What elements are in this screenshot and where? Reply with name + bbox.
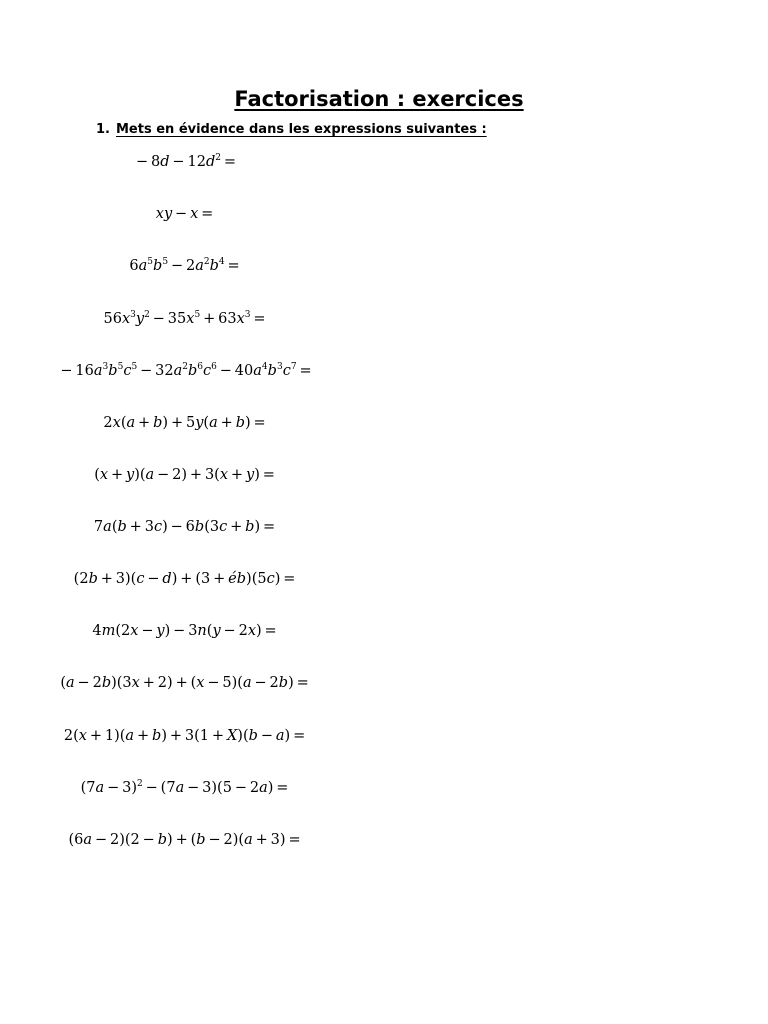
expression-12: 2(x + 1)(a + b) + 3(1 + X)(b − a) = [63, 728, 309, 744]
expression-9: (2b + 3)(c − d) + (3 + éb)(5c) = [73, 571, 299, 587]
expression-5: − $16a^3b^5c^5 - 32a^2b^6c^6 - 40a^4b^3c^7$ = [57, 362, 315, 379]
expression-2: xy − x = [155, 206, 217, 222]
exercise-1-heading [96, 121, 493, 139]
exercise-instruction: Mets en évidence dans les expressions suivantes : [115, 122, 487, 137]
exercise-number: 1. [96, 122, 110, 137]
expression-10: 4m(2x − y) − 3n(y − 2x) = [92, 623, 280, 639]
page-title [0, 86, 768, 112]
expression-8: 7a(b + 3c) − 6b(3c + b) = [93, 519, 279, 535]
expression-7: (x + y)(a − 2) + 3(x + y) = [94, 467, 278, 483]
expression-11: (a − 2b)(3x + 2) + (x − 5)(a − 2b) = [60, 675, 312, 691]
expression-3: $6a^5b^5 - 2a^2b^4$ = [129, 257, 243, 274]
expression-1: − $8d - 12d^2$ = [133, 153, 239, 170]
expression-13: $(7a - 3)^2 - (7a - 3)(5 - 2a)$ = [80, 779, 292, 796]
expression-14: (6a − 2)(2 − b) + (b − 2)(a + 3) = [68, 832, 304, 848]
expression-4: $56x^3y^2 - 35x^5 + 63x^3$ = [103, 310, 269, 327]
expression-6: 2x(a + b) + 5y(a + b) = [103, 415, 269, 431]
page-title-text: Factorisation : exercices [234, 87, 524, 112]
